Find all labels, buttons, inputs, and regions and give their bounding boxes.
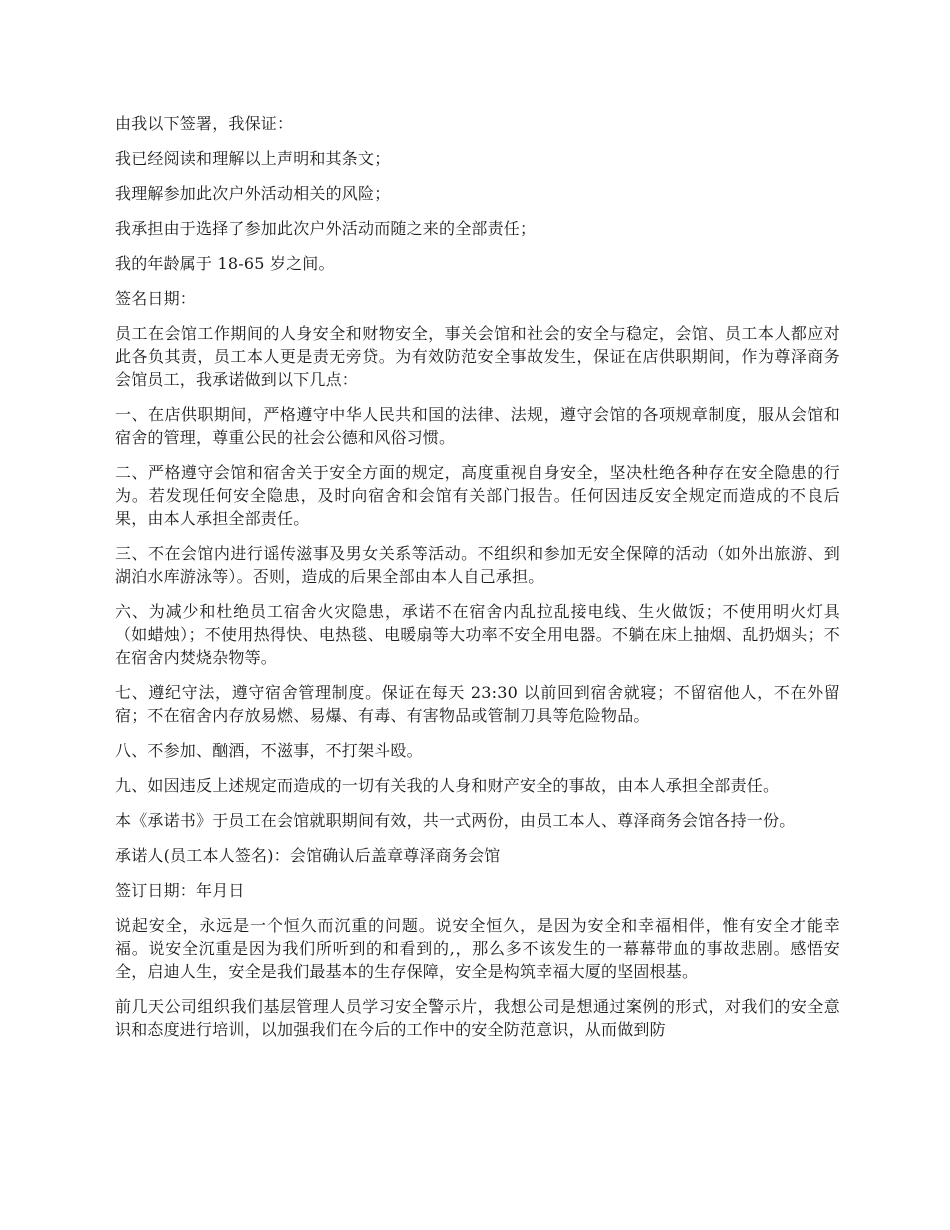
paragraph-safety-essay-2: 前几天公司组织我们基层管理人员学习安全警示片，我想公司是想通过案例的形式，对我们的安全意识和态度进行培训，以加强我们在今后的工作中的安全防范意识，从而做到防: [115, 997, 840, 1039]
paragraph-item-1: 一、在店供职期间，严格遵守中华人民共和国的法律、法规，遵守会馆的各项规章制度，服从会馆和宿舍的管理，尊重公民的社会公德和风俗习惯。: [115, 405, 840, 447]
paragraph-item-2: 二、严格遵守会馆和宿舍关于安全方面的规定，高度重视自身安全，坚决杜绝各种存在安全隐患的行为。若发现任何安全隐患，及时向宿舍和会馆有关部门报告。任何因违反安全规定而造成的不良后果，由本人承担全部责任。: [115, 463, 840, 528]
paragraph-understand-risk: 我理解参加此次户外活动相关的风险；: [115, 184, 391, 203]
paragraph-item-7: 七、遵纪守法，遵守宿舍管理制度。保证在每天 23:30 以前回到宿舍就寝；不留宿他人，不在外留宿；不在宿舍内存放易燃、易爆、有毒、有害物品或管制刀具等危险物品。: [115, 683, 840, 725]
paragraph-signing-date: 签订日期：年月日: [115, 881, 245, 900]
paragraph-item-9: 九、如因违反上述规定而造成的一切有关我的人身和财产安全的事故，由本人承担全部责任。: [115, 776, 780, 795]
paragraph-accept-responsibility: 我承担由于选择了参加此次户外活动而随之来的全部责任；: [115, 219, 537, 238]
paragraph-commitment-intro: 员工在会馆工作期间的人身安全和财物安全，事关会馆和社会的安全与稳定，会馆、员工本人都应对此各负其责，员工本人更是责无旁贷。为有效防范安全事故发生，保证在店供职期间，作为尊泽商务会馆员工，我承诺做到以下几点：: [115, 324, 840, 389]
document-body: [115, 112, 840, 1053]
paragraph-read-statement: 我已经阅读和理解以上声明和其条文；: [115, 149, 391, 168]
paragraph-safety-essay-1: 说起安全，永远是一个恒久而沉重的问题。说安全恒久，是因为安全和幸福相伴，惟有安全才能幸福。说安全沉重是因为我们所听到的和看到的,，那么多不该发生的一幕幕带血的事故悲剧。感悟安全，启迪人生，安全是我们最基本的生存保障，安全是构筑幸福大厦的坚固根基。: [115, 916, 840, 981]
paragraph-item-6: 六、为减少和杜绝员工宿舍火灾隐患，承诺不在宿舍内乱拉乱接电线、生火做饭；不使用明火灯具（如蜡烛）；不使用热得快、电热毯、电暖扇等大功率不安全用电器。不躺在床上抽烟、乱扔烟头；不在宿舍内焚烧杂物等。: [115, 602, 840, 667]
paragraph-promiser-signature: 承诺人(员工本人签名)：会馆确认后盖章尊泽商务会馆: [115, 846, 501, 865]
paragraph-validity: 本《承诺书》于员工在会馆就职期间有效，共一式两份，由员工本人、尊泽商务会馆各持一份。: [115, 811, 796, 830]
paragraph-item-3: 三、不在会馆内进行谣传滋事及男女关系等活动。不组织和参加无安全保障的活动（如外出旅游、到湖泊水库游泳等）。否则，造成的后果全部由本人自己承担。: [115, 544, 840, 586]
paragraph-signature-intro: 由我以下签署，我保证：: [115, 114, 294, 133]
paragraph-item-8: 八、不参加、酗酒，不滋事，不打架斗殴。: [115, 741, 423, 760]
paragraph-age-range: 我的年龄属于 18-65 岁之间。: [115, 254, 335, 273]
paragraph-sign-date: 签名日期：: [115, 289, 197, 308]
